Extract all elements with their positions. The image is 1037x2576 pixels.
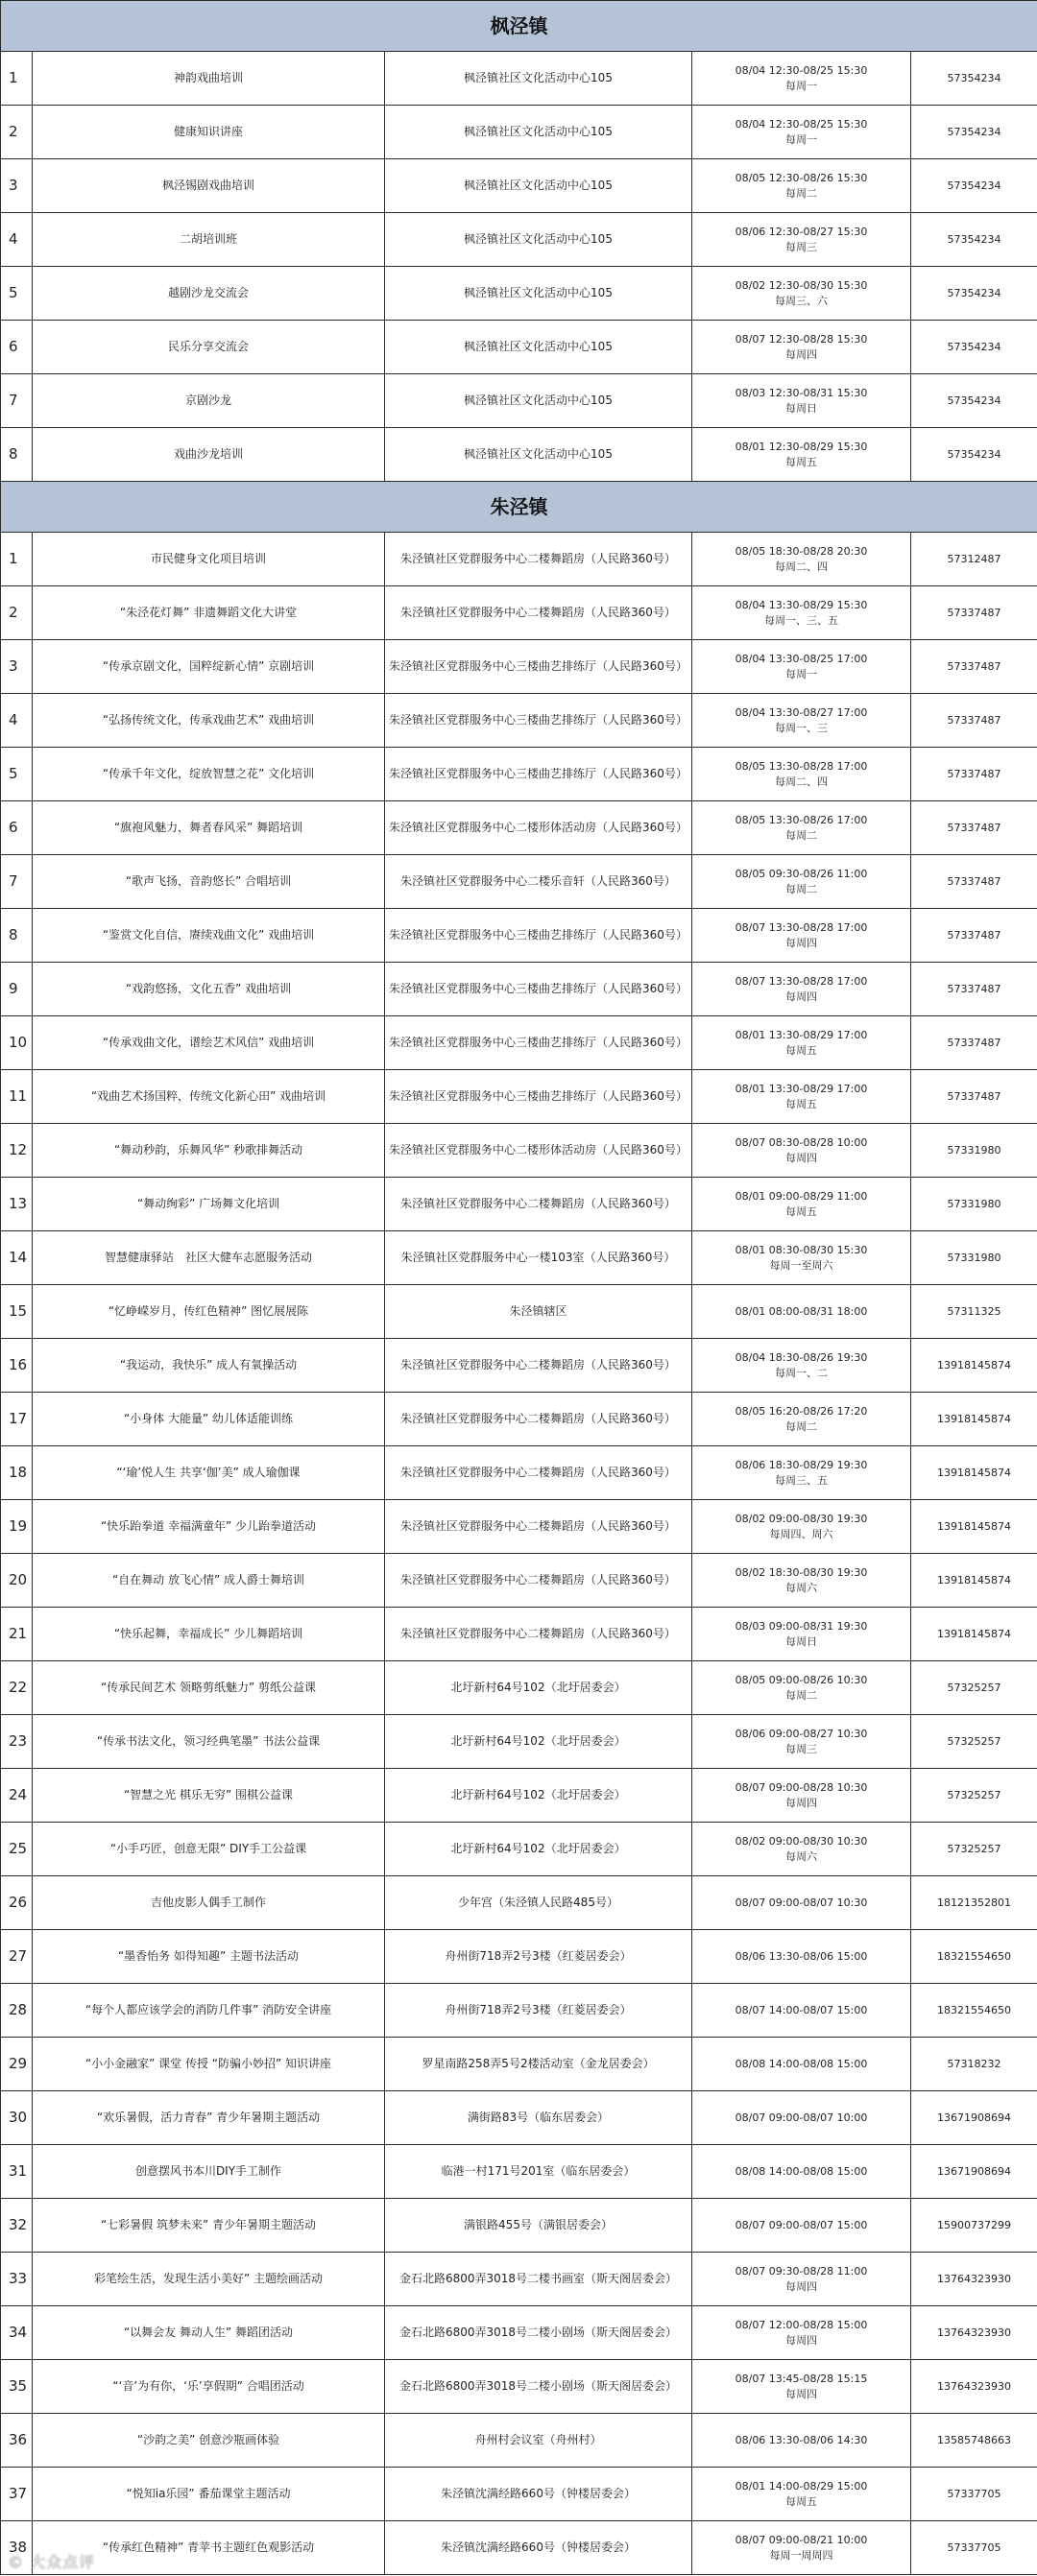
activity-time: 08/01 08:30-08/30 15:30 每周一至周六 (692, 1231, 911, 1285)
contact-phone: 57354234 (911, 213, 1037, 267)
table-row (1, 213, 1037, 267)
table-row (1, 640, 1037, 694)
table-row (1, 1070, 1037, 1124)
row-number: 3 (1, 159, 33, 213)
table-row (1, 2306, 1037, 2360)
activity-location: 舟州街718弄2号3楼（红菱居委会） (385, 1930, 692, 1984)
activity-location: 朱泾镇社区党群服务中心三楼曲艺排练厅（人民路360号） (385, 963, 692, 1016)
activity-location: 舟州村会议室（舟州村） (385, 2414, 692, 2468)
row-number: 6 (1, 321, 33, 374)
activity-title: “我运动，我快乐” 成人有氧操活动 (33, 1339, 385, 1393)
activity-title: “舞动秒韵，乐舞风华” 秒歌排舞活动 (33, 1124, 385, 1178)
table-row (1, 1608, 1037, 1661)
contact-phone: 57354234 (911, 428, 1037, 482)
row-number: 34 (1, 2306, 33, 2360)
contact-phone: 13671908694 (911, 2091, 1037, 2145)
activity-time: 08/04 13:30-08/29 15:30 每周一、三、五 (692, 586, 911, 640)
activity-location: 朱泾镇辖区 (385, 1285, 692, 1339)
table-row (1, 963, 1037, 1016)
contact-phone: 57337487 (911, 801, 1037, 855)
row-number: 12 (1, 1124, 33, 1178)
contact-phone: 57325257 (911, 1661, 1037, 1715)
activity-title: “戏韵悠扬，文化五香” 戏曲培训 (33, 963, 385, 1016)
activity-location: 舟州街718弄2号3楼（红菱居委会） (385, 1984, 692, 2038)
table-row (1, 2468, 1037, 2521)
activity-location: 金石北路6800弄3018号二楼小剧场（斯天阁居委会） (385, 2306, 692, 2360)
contact-phone: 57331980 (911, 1231, 1037, 1285)
activity-time: 08/01 13:30-08/29 17:00 每周五 (692, 1070, 911, 1124)
activity-location: 枫泾镇社区文化活动中心105 (385, 321, 692, 374)
activity-location: 枫泾镇社区文化活动中心105 (385, 428, 692, 482)
activity-location: 金石北路6800弄3018号二楼书画室（斯天阁居委会） (385, 2253, 692, 2306)
contact-phone: 57337487 (911, 586, 1037, 640)
activity-time: 08/03 09:00-08/31 19:30 每周日 (692, 1608, 911, 1661)
contact-phone: 57337705 (911, 2521, 1037, 2575)
activity-time: 08/08 14:00-08/08 15:00 (692, 2145, 911, 2199)
activity-title: 戏曲沙龙培训 (33, 428, 385, 482)
row-number: 33 (1, 2253, 33, 2306)
row-number: 17 (1, 1393, 33, 1446)
row-number: 20 (1, 1554, 33, 1608)
watermark-logo: © 大众点评 (8, 2553, 96, 2571)
row-number: 2 (1, 106, 33, 159)
row-number: 26 (1, 1876, 33, 1930)
contact-phone: 57354234 (911, 374, 1037, 428)
contact-phone: 57337705 (911, 2468, 1037, 2521)
activity-location: 朱泾镇社区党群服务中心三楼曲艺排练厅（人民路360号） (385, 909, 692, 963)
contact-phone: 57312487 (911, 533, 1037, 586)
activity-title: 京剧沙龙 (33, 374, 385, 428)
table-row (1, 1178, 1037, 1231)
activity-title: 吉他皮影人偶手工制作 (33, 1876, 385, 1930)
activity-title: “旗袍风魅力，舞者春风采” 舞蹈培训 (33, 801, 385, 855)
contact-phone: 57354234 (911, 267, 1037, 321)
activity-time: 08/01 08:00-08/31 18:00 (692, 1285, 911, 1339)
activity-location: 朱泾镇社区党群服务中心三楼曲艺排练厅（人民路360号） (385, 1070, 692, 1124)
activity-time: 08/05 18:30-08/28 20:30 每周二、四 (692, 533, 911, 586)
activity-location: 枫泾镇社区文化活动中心105 (385, 374, 692, 428)
activity-time: 08/05 16:20-08/26 17:20 每周二 (692, 1393, 911, 1446)
contact-phone: 57337487 (911, 909, 1037, 963)
activity-location: 满银路455号（满银居委会） (385, 2199, 692, 2253)
activity-time: 08/07 12:00-08/28 15:00 每周四 (692, 2306, 911, 2360)
activity-title: 神韵戏曲培训 (33, 52, 385, 106)
row-number: 18 (1, 1446, 33, 1500)
activity-time: 08/05 09:00-08/26 10:30 每周二 (692, 1661, 911, 1715)
activity-time: 08/07 14:00-08/07 15:00 (692, 1984, 911, 2038)
row-number: 21 (1, 1608, 33, 1661)
activity-location: 罗星南路258弄5号2楼活动室（金龙居委会） (385, 2038, 692, 2091)
table-row (1, 1124, 1037, 1178)
row-number: 1 (1, 52, 33, 106)
activity-title: “忆峥嵘岁月，传红色精神” 图忆展展陈 (33, 1285, 385, 1339)
activity-location: 朱泾镇社区党群服务中心二楼舞蹈房（人民路360号） (385, 533, 692, 586)
activity-time: 08/02 12:30-08/30 15:30 每周三、六 (692, 267, 911, 321)
table-row (1, 52, 1037, 106)
row-number: 5 (1, 748, 33, 801)
activity-location: 临港一村171号201室（临东居委会） (385, 2145, 692, 2199)
activity-time: 08/05 12:30-08/26 15:30 每周二 (692, 159, 911, 213)
table-row (1, 909, 1037, 963)
activity-title: “墨香怡务 如得知趣” 主题书法活动 (33, 1930, 385, 1984)
activity-time: 08/07 09:00-08/07 15:00 (692, 2199, 911, 2253)
contact-phone: 13918145874 (911, 1554, 1037, 1608)
activity-title: 健康知识讲座 (33, 106, 385, 159)
table-row (1, 1339, 1037, 1393)
activity-title: “传承民间艺术 领略剪纸魅力” 剪纸公益课 (33, 1661, 385, 1715)
activity-time: 08/05 13:30-08/26 17:00 每周二 (692, 801, 911, 855)
activity-location: 枫泾镇社区文化活动中心105 (385, 159, 692, 213)
table-row (1, 321, 1037, 374)
table-row (1, 1231, 1037, 1285)
table-row (1, 267, 1037, 321)
row-number: 35 (1, 2360, 33, 2414)
contact-phone: 57337487 (911, 694, 1037, 748)
activity-time: 08/07 09:30-08/28 11:00 每周四 (692, 2253, 911, 2306)
row-number: 11 (1, 1070, 33, 1124)
contact-phone: 57354234 (911, 52, 1037, 106)
table-row (1, 1500, 1037, 1554)
activity-location: 北圩新村64号102（北圩居委会） (385, 1769, 692, 1823)
table-row (1, 1393, 1037, 1446)
activity-title: “传承红色精神” 青苹书主题红色观影活动 (33, 2521, 385, 2575)
row-number: 32 (1, 2199, 33, 2253)
activity-title: “戏曲艺术扬国粹，传统文化新心田” 戏曲培训 (33, 1070, 385, 1124)
row-number: 1 (1, 533, 33, 586)
contact-phone: 57354234 (911, 106, 1037, 159)
activity-title: 二胡培训班 (33, 213, 385, 267)
activity-title: “舞动绚彩” 广场舞文化培训 (33, 1178, 385, 1231)
activity-title: 彩笔绘生活，发现生活小美好” 主题绘画活动 (33, 2253, 385, 2306)
contact-phone: 13764323930 (911, 2253, 1037, 2306)
activity-time: 08/07 09:00-08/21 10:00 每周一周周四 (692, 2521, 911, 2575)
activity-time: 08/06 18:30-08/29 19:30 每周三、五 (692, 1446, 911, 1500)
table-row (1, 2145, 1037, 2199)
activity-location: 朱泾镇社区党群服务中心二楼形体活动房（人民路360号） (385, 1124, 692, 1178)
activity-location: 朱泾镇社区党群服务中心二楼舞蹈房（人民路360号） (385, 586, 692, 640)
activity-time: 08/07 12:30-08/28 15:30 每周四 (692, 321, 911, 374)
activity-time: 08/01 12:30-08/29 15:30 每周五 (692, 428, 911, 482)
table-row (1, 748, 1037, 801)
activity-time: 08/01 09:00-08/29 11:00 每周五 (692, 1178, 911, 1231)
activity-time: 08/01 14:00-08/29 15:00 每周五 (692, 2468, 911, 2521)
activity-time: 08/07 13:30-08/28 17:00 每周四 (692, 909, 911, 963)
activity-time: 08/04 13:30-08/25 17:00 每周一 (692, 640, 911, 694)
activity-location: 朱泾镇社区党群服务中心二楼舞蹈房（人民路360号） (385, 1608, 692, 1661)
activity-time: 08/07 13:30-08/28 17:00 每周四 (692, 963, 911, 1016)
row-number: 23 (1, 1715, 33, 1769)
table-row (1, 533, 1037, 586)
activity-title: “快乐跆拳道 幸福满童年” 少儿跆拳道活动 (33, 1500, 385, 1554)
activity-title: “弘扬传统文化，传承戏曲艺术” 戏曲培训 (33, 694, 385, 748)
table-row (1, 1984, 1037, 2038)
contact-phone: 13585748663 (911, 2414, 1037, 2468)
row-number: 7 (1, 374, 33, 428)
activity-time: 08/06 13:30-08/06 14:30 (692, 2414, 911, 2468)
row-number: 16 (1, 1339, 33, 1393)
row-number: 30 (1, 2091, 33, 2145)
activity-location: 朱泾镇社区党群服务中心二楼舞蹈房（人民路360号） (385, 1500, 692, 1554)
activity-location: 朱泾镇社区党群服务中心二楼舞蹈房（人民路360号） (385, 1393, 692, 1446)
contact-phone: 57337487 (911, 1070, 1037, 1124)
activity-location: 朱泾镇社区党群服务中心二楼舞蹈房（人民路360号） (385, 1178, 692, 1231)
activity-title: “朱泾花灯舞” 非遗舞蹈文化大讲堂 (33, 586, 385, 640)
contact-phone: 57337487 (911, 748, 1037, 801)
section-header (1, 1, 1037, 52)
table-row (1, 2199, 1037, 2253)
contact-phone: 13764323930 (911, 2306, 1037, 2360)
activity-time: 08/02 18:30-08/30 19:30 每周六 (692, 1554, 911, 1608)
row-number: 19 (1, 1500, 33, 1554)
contact-phone: 57354234 (911, 159, 1037, 213)
table-row (1, 1554, 1037, 1608)
contact-phone: 13918145874 (911, 1446, 1037, 1500)
activity-location: 朱泾镇社区党群服务中心三楼曲艺排练厅（人民路360号） (385, 640, 692, 694)
table-row (1, 1285, 1037, 1339)
row-number: 7 (1, 855, 33, 909)
activity-title: 民乐分享交流会 (33, 321, 385, 374)
contact-phone: 57325257 (911, 1823, 1037, 1876)
contact-phone: 15900737299 (911, 2199, 1037, 2253)
table-row (1, 2091, 1037, 2145)
contact-phone: 13918145874 (911, 1339, 1037, 1393)
section-title: 枫泾镇 (1, 1, 1037, 52)
contact-phone: 57318232 (911, 2038, 1037, 2091)
activity-title: 智慧健康驿站 社区大健车志愿服务活动 (33, 1231, 385, 1285)
activity-time: 08/08 14:00-08/08 15:00 (692, 2038, 911, 2091)
table-row (1, 1823, 1037, 1876)
table-row (1, 1930, 1037, 1984)
activity-title: “每个人都应该学会的消防几件事” 消防安全讲座 (33, 1984, 385, 2038)
row-number: 5 (1, 267, 33, 321)
table-row (1, 159, 1037, 213)
contact-phone: 57337487 (911, 1016, 1037, 1070)
activity-time: 08/07 09:00-08/28 10:30 每周四 (692, 1769, 911, 1823)
row-number: 3 (1, 640, 33, 694)
activity-title: “歌声飞扬，音韵悠长” 合唱培训 (33, 855, 385, 909)
activity-title: “自在舞动 放飞心情” 成人爵士舞培训 (33, 1554, 385, 1608)
activity-title: “小身体 大能量” 幼儿体适能训练 (33, 1393, 385, 1446)
row-number: 25 (1, 1823, 33, 1876)
contact-phone: 57354234 (911, 321, 1037, 374)
activity-time: 08/06 13:30-08/06 15:00 (692, 1930, 911, 1984)
table-row (1, 1769, 1037, 1823)
row-number: 13 (1, 1178, 33, 1231)
activity-title: “沙韵之美” 创意沙瓶画体验 (33, 2414, 385, 2468)
table-row (1, 2521, 1037, 2575)
table-row (1, 2253, 1037, 2306)
activity-title: “‘瑜’悦人生 共享‘伽’美” 成人瑜伽课 (33, 1446, 385, 1500)
table-row (1, 586, 1037, 640)
activity-location: 金石北路6800弄3018号二楼小剧场（斯天阁居委会） (385, 2360, 692, 2414)
activity-title: “鉴赏文化自信，赓续戏曲文化” 戏曲培训 (33, 909, 385, 963)
contact-phone: 18321554650 (911, 1930, 1037, 1984)
table-row (1, 1715, 1037, 1769)
table-row (1, 374, 1037, 428)
contact-phone: 57337487 (911, 640, 1037, 694)
activity-location: 北圩新村64号102（北圩居委会） (385, 1715, 692, 1769)
activity-time: 08/02 09:00-08/30 19:30 每周四、周六 (692, 1500, 911, 1554)
contact-phone: 13918145874 (911, 1500, 1037, 1554)
activity-location: 北圩新村64号102（北圩居委会） (385, 1661, 692, 1715)
activity-time: 08/04 12:30-08/25 15:30 每周一 (692, 52, 911, 106)
activity-time: 08/07 09:00-08/07 10:30 (692, 1876, 911, 1930)
activity-location: 朱泾镇社区党群服务中心一楼103室（人民路360号） (385, 1231, 692, 1285)
row-number: 4 (1, 213, 33, 267)
section-header (1, 482, 1037, 533)
row-number: 24 (1, 1769, 33, 1823)
row-number: 6 (1, 801, 33, 855)
activity-location: 朱泾镇社区党群服务中心二楼舞蹈房（人民路360号） (385, 1339, 692, 1393)
contact-phone: 57311325 (911, 1285, 1037, 1339)
activity-time: 08/02 09:00-08/30 10:30 每周六 (692, 1823, 911, 1876)
activity-time: 08/07 09:00-08/07 10:00 (692, 2091, 911, 2145)
activity-location: 朱泾镇社区党群服务中心三楼曲艺排练厅（人民路360号） (385, 694, 692, 748)
activity-location: 朱泾镇沈满经路660号（钟楼居委会） (385, 2468, 692, 2521)
row-number: 9 (1, 963, 33, 1016)
activity-time: 08/05 09:30-08/26 11:00 每周二 (692, 855, 911, 909)
activity-title: “传承书法文化，领习经典笔墨” 书法公益课 (33, 1715, 385, 1769)
contact-phone: 57331980 (911, 1124, 1037, 1178)
activity-time: 08/01 13:30-08/29 17:00 每周五 (692, 1016, 911, 1070)
table-row (1, 1446, 1037, 1500)
table-row (1, 694, 1037, 748)
activity-time: 08/06 12:30-08/27 15:30 每周三 (692, 213, 911, 267)
row-number: 4 (1, 694, 33, 748)
section-title: 朱泾镇 (1, 482, 1037, 533)
contact-phone: 57337487 (911, 963, 1037, 1016)
activity-title: “小小金融家” 课堂 传授 “防骗小妙招” 知识讲座 (33, 2038, 385, 2091)
activity-time: 08/05 13:30-08/28 17:00 每周二、四 (692, 748, 911, 801)
contact-phone: 13671908694 (911, 2145, 1037, 2199)
row-number: 15 (1, 1285, 33, 1339)
activity-location: 满街路83号（临东居委会） (385, 2091, 692, 2145)
activity-location: 北圩新村64号102（北圩居委会） (385, 1823, 692, 1876)
activity-time: 08/04 18:30-08/26 19:30 每周一、二 (692, 1339, 911, 1393)
activity-location: 朱泾镇社区党群服务中心三楼曲艺排练厅（人民路360号） (385, 1016, 692, 1070)
activity-title: 越剧沙龙交流会 (33, 267, 385, 321)
activity-location: 朱泾镇社区党群服务中心二楼形体活动房（人民路360号） (385, 801, 692, 855)
contact-phone: 57331980 (911, 1178, 1037, 1231)
activity-title: “小手巧匠，创意无限” DIY手工公益课 (33, 1823, 385, 1876)
table-row (1, 1876, 1037, 1930)
contact-phone: 13918145874 (911, 1608, 1037, 1661)
contact-phone: 13918145874 (911, 1393, 1037, 1446)
activity-location: 朱泾镇社区党群服务中心二楼舞蹈房（人民路360号） (385, 1446, 692, 1500)
activity-location: 枫泾镇社区文化活动中心105 (385, 106, 692, 159)
activity-title: “快乐起舞，幸福成长” 少儿舞蹈培训 (33, 1608, 385, 1661)
table-row (1, 2038, 1037, 2091)
row-number: 31 (1, 2145, 33, 2199)
contact-phone: 57325257 (911, 1769, 1037, 1823)
activity-title: 创意摆风书本川DIY手工制作 (33, 2145, 385, 2199)
row-number: 10 (1, 1016, 33, 1070)
activity-title: “智慧之光 棋乐无穷” 围棋公益课 (33, 1769, 385, 1823)
activity-time: 08/04 13:30-08/27 17:00 每周一、三 (692, 694, 911, 748)
activity-title: “欢乐暑假，活力青春” 青少年暑期主题活动 (33, 2091, 385, 2145)
contact-phone: 13764323930 (911, 2360, 1037, 2414)
row-number: 22 (1, 1661, 33, 1715)
table-row (1, 1661, 1037, 1715)
table-row (1, 106, 1037, 159)
row-number: 36 (1, 2414, 33, 2468)
table-row (1, 2414, 1037, 2468)
table-row (1, 428, 1037, 482)
contact-phone: 57325257 (911, 1715, 1037, 1769)
contact-phone: 18321554650 (911, 1984, 1037, 2038)
activity-title: “悦知ia乐园” 番茄课堂主题活动 (33, 2468, 385, 2521)
activity-location: 朱泾镇社区党群服务中心二楼乐音轩（人民路360号） (385, 855, 692, 909)
activity-title: “传承京剧文化，国粹绽新心情” 京剧培训 (33, 640, 385, 694)
table-row (1, 855, 1037, 909)
activity-title: “七彩暑假 筑梦未来” 青少年暑期主题活动 (33, 2199, 385, 2253)
activity-title: “传承千年文化，绽放智慧之花” 文化培训 (33, 748, 385, 801)
activity-location: 枫泾镇社区文化活动中心105 (385, 52, 692, 106)
activity-time: 08/04 12:30-08/25 15:30 每周一 (692, 106, 911, 159)
activity-time: 08/03 12:30-08/31 15:30 每周日 (692, 374, 911, 428)
row-number: 37 (1, 2468, 33, 2521)
row-number: 2 (1, 586, 33, 640)
activity-title: “传承戏曲文化，谱绘艺术风信” 戏曲培训 (33, 1016, 385, 1070)
activity-time: 08/06 09:00-08/27 10:30 每周三 (692, 1715, 911, 1769)
activity-title: “‘音’为有你，‘乐’享假期” 合唱团活动 (33, 2360, 385, 2414)
contact-phone: 18121352801 (911, 1876, 1037, 1930)
activity-title: 市民健身文化项目培训 (33, 533, 385, 586)
row-number: 14 (1, 1231, 33, 1285)
activity-location: 枫泾镇社区文化活动中心105 (385, 267, 692, 321)
table-row (1, 1016, 1037, 1070)
row-number: 8 (1, 909, 33, 963)
activity-title: 枫泾锡剧戏曲培训 (33, 159, 385, 213)
activity-title: “以舞会友 舞动人生” 舞蹈团活动 (33, 2306, 385, 2360)
activity-location: 枫泾镇社区文化活动中心105 (385, 213, 692, 267)
activity-location: 朱泾镇沈满经路660号（钟楼居委会） (385, 2521, 692, 2575)
row-number: 27 (1, 1930, 33, 1984)
activity-time: 08/07 08:30-08/28 10:00 每周四 (692, 1124, 911, 1178)
activity-location: 少年宫（朱泾镇人民路485号） (385, 1876, 692, 1930)
row-number: 29 (1, 2038, 33, 2091)
row-number: 8 (1, 428, 33, 482)
table-row (1, 801, 1037, 855)
row-number: 28 (1, 1984, 33, 2038)
activity-location: 朱泾镇社区党群服务中心三楼曲艺排练厅（人民路360号） (385, 748, 692, 801)
contact-phone: 57337487 (911, 855, 1037, 909)
row-number: 38 (1, 2521, 33, 2575)
table-row (1, 2360, 1037, 2414)
activity-time: 08/07 13:45-08/28 15:15 每周四 (692, 2360, 911, 2414)
activity-location: 朱泾镇社区党群服务中心二楼舞蹈房（人民路360号） (385, 1554, 692, 1608)
